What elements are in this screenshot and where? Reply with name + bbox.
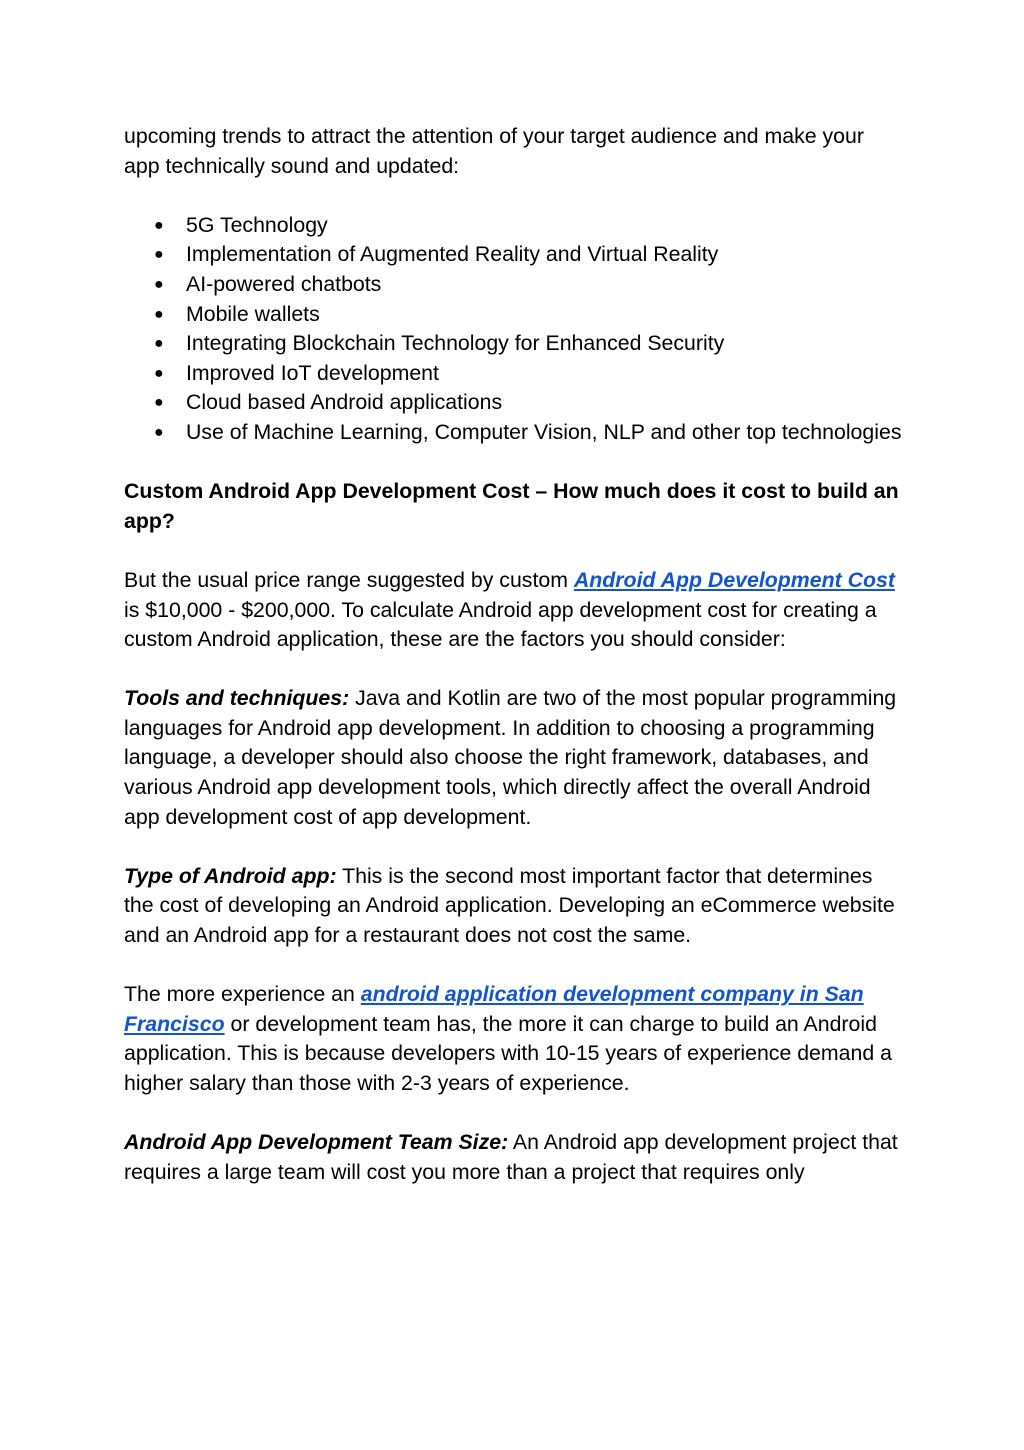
bullet-icon: ● (154, 394, 164, 412)
list-item: ● Mobile wallets (124, 300, 904, 330)
team-size-paragraph: Android App Development Team Size: An Android app development project that requires a large team will cost you more than a project that requires only (124, 1130, 898, 1184)
price-paragraph: But the usual price range suggested by custom Android App Development Cost is $10,000 - $200,000. To calculate Android app development cost for creating a custom Android application, these are the factors you should consider: (124, 567, 895, 652)
android-app-development-cost-link[interactable]: Android App Development Cost (573, 567, 895, 592)
bullet-icon: ● (154, 216, 164, 234)
app-type-lead: Type of Android app: (124, 863, 337, 888)
list-item: ● Use of Machine Learning, Computer Vision, NLP and other top technologies (124, 418, 904, 448)
spacer (124, 448, 904, 478)
tools-paragraph: Tools and techniques: Java and Kotlin are two of the most popular programming languages for Android app development. In addition to choosing a programming language, a developer should also choose the right framework, databases, and various Android app development tools, which directly affect the overall Android app development cost of app development. (124, 686, 897, 829)
list-item: ● Implementation of Augmented Reality and Virtual Reality (124, 240, 904, 270)
spacer (124, 832, 904, 862)
spacer (124, 536, 904, 566)
experience-paragraph: The more experience an android application development company in San Francisco or development team has, the more it can charge to build an Android application. This is because developers with 10-15 years of experience demand a higher salary than those with 2-3 years of experience. (124, 982, 892, 1095)
list-item: ● 5G Technology (124, 211, 904, 241)
bullet-icon: ● (154, 423, 164, 441)
app-type-paragraph: Type of Android app: This is the second most important factor that determines the cost of developing an Android application. Developing an eCommerce website and an Android app for a restaurant does not cost the same. (124, 863, 895, 948)
section-heading: Custom Android App Development Cost – How much does it cost to build an app? (124, 479, 899, 533)
team-size-lead: Android App Development Team Size: (124, 1130, 509, 1155)
trends-list (124, 211, 904, 448)
tools-lead: Tools and techniques: (124, 686, 350, 711)
intro-text: upcoming trends to attract the attention of your target audience and make your app technically sound and updated: (124, 124, 864, 178)
document-page (124, 122, 904, 1187)
bullet-icon: ● (154, 246, 164, 264)
spacer (124, 655, 904, 685)
intro-paragraph (124, 122, 904, 181)
bullet-icon: ● (154, 305, 164, 323)
list-item: ● Improved IoT development (124, 359, 904, 389)
bullet-icon: ● (154, 364, 164, 382)
san-francisco-company-link[interactable]: android application development company in San Francisco (124, 982, 864, 1036)
list-item: ● AI-powered chatbots (124, 270, 904, 300)
bullet-icon: ● (154, 335, 164, 353)
spacer (124, 951, 904, 981)
list-item: ● Cloud based Android applications (124, 388, 904, 418)
bullet-icon: ● (154, 275, 164, 293)
spacer (124, 1099, 904, 1129)
list-item: ● Integrating Blockchain Technology for Enhanced Security (124, 329, 904, 359)
spacer (124, 181, 904, 211)
